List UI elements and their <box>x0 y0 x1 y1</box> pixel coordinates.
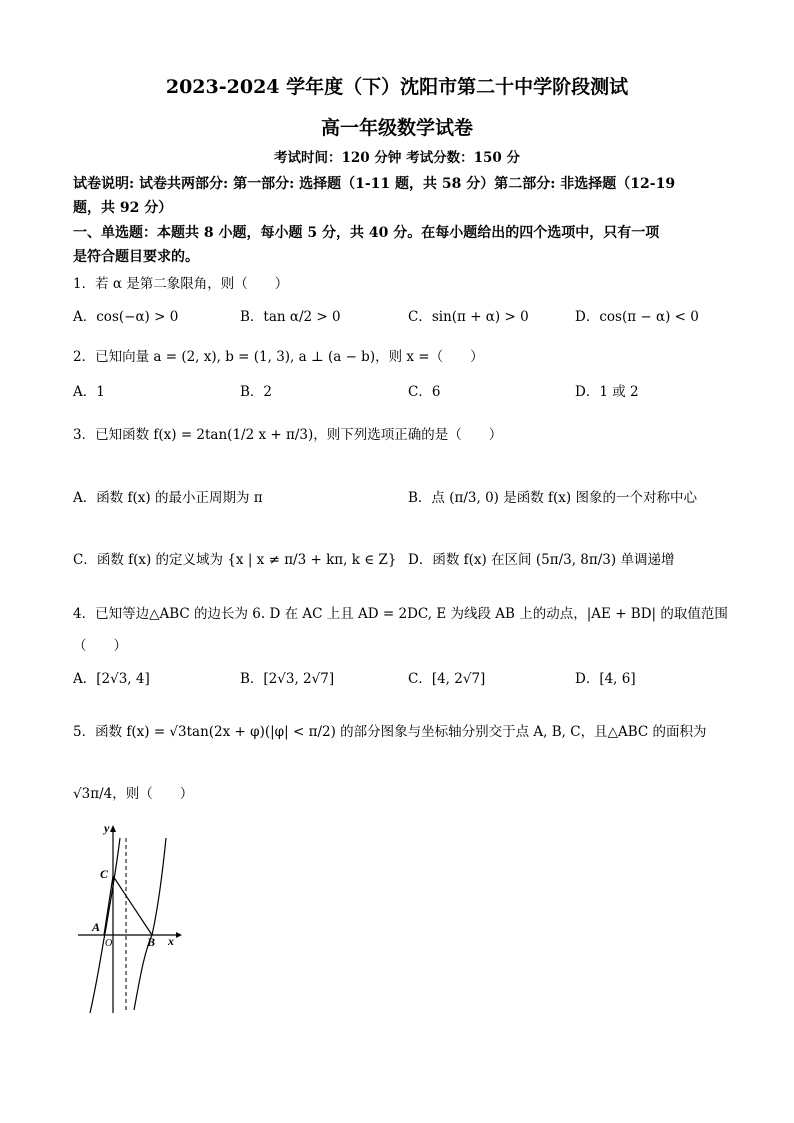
label-b: B <box>147 935 156 949</box>
question-4-stem-line-1: 4．已知等边△ABC 的边长为 6. D 在 AC 上且 AD = 2DC, E 为线段 AB 上的动点，|AE + BD| 的取值范围 <box>73 606 728 622</box>
question-4-option-b: B．[2√3, 2√7] <box>240 671 335 687</box>
label-x: x <box>168 934 174 948</box>
question-5-figure <box>70 818 190 1018</box>
curve-right-branch <box>134 838 166 1010</box>
question-1-stem: 1．若 α 是第二象限角，则（ ） <box>73 276 289 292</box>
question-3-option-c: C．函数 f(x) 的定义域为 {x | x ≠ π/3 + kπ, k ∈ Z} <box>73 552 397 568</box>
question-2-option-a: A．1 <box>73 384 105 400</box>
question-1-option-c: C．sin(π + α) > 0 <box>408 309 529 325</box>
x-axis-arrow <box>176 932 182 938</box>
question-5-stem-line-2: √3π/4，则（ ） <box>73 786 194 802</box>
section-1-line-1: 一、单选题：本题共 8 小题，每小题 5 分，共 40 分。在每小题给出的四个选项中，只有一项 <box>73 225 660 241</box>
question-4-option-c: C．[4, 2√7] <box>408 671 486 687</box>
label-c: C <box>100 867 109 881</box>
question-1-option-b: B．tan α/2 > 0 <box>240 309 341 325</box>
question-1-option-d: D．cos(π − α) < 0 <box>575 309 699 325</box>
question-4-option-a: A．[2√3, 4] <box>73 671 150 687</box>
question-4-option-d: D．[4, 6] <box>575 671 636 687</box>
question-2-option-c: C．6 <box>408 384 441 400</box>
question-3-stem: 3．已知函数 f(x) = 2tan(1/2 x + π/3)，则下列选项正确的是（ ） <box>73 427 503 443</box>
question-2-option-b: B．2 <box>240 384 273 400</box>
question-3-option-b: B．点 (π/3, 0) 是函数 f(x) 图象的一个对称中心 <box>408 490 697 506</box>
section-1-line-2: 是符合题目要求的。 <box>73 249 199 265</box>
segment-cb <box>113 876 152 935</box>
label-o: O <box>105 938 113 949</box>
label-a: A <box>92 920 101 934</box>
label-y: y <box>104 821 110 835</box>
exam-title: 2023-2024 学年度（下）沈阳市第二十中学阶段测试 <box>165 76 629 98</box>
question-3-option-a: A．函数 f(x) 的最小正周期为 π <box>73 490 263 506</box>
question-2-option-d: D．1 或 2 <box>575 384 639 400</box>
y-axis-arrow <box>110 825 116 832</box>
question-1-option-a: A．cos(−α) > 0 <box>73 309 179 325</box>
exam-info: 考试时间：120 分钟 考试分数：150 分 <box>274 150 520 166</box>
question-3-option-d: D．函数 f(x) 在区间 (5π/3, 8π/3) 单调递增 <box>408 552 675 568</box>
question-4-stem-line-2: （ ） <box>73 638 127 654</box>
question-2-stem: 2．已知向量 a = (2, x), b = (1, 3), a ⊥ (a − b)，则 x =（ ） <box>73 349 484 365</box>
exam-subtitle: 高一年级数学试卷 <box>320 117 473 139</box>
instructions-line-1: 试卷说明: 试卷共两部分: 第一部分: 选择题（1-11 题，共 58 分）第二部分: 非选择题（12-19 <box>73 176 676 192</box>
instructions-line-2: 题，共 92 分） <box>73 200 173 216</box>
question-5-stem-line-1: 5．函数 f(x) = √3tan(2x + φ)(|φ| < π/2) 的部分图象与坐标轴分别交于点 A, B, C，且△ABC 的面积为 <box>73 724 707 740</box>
segment-ca <box>104 876 113 935</box>
